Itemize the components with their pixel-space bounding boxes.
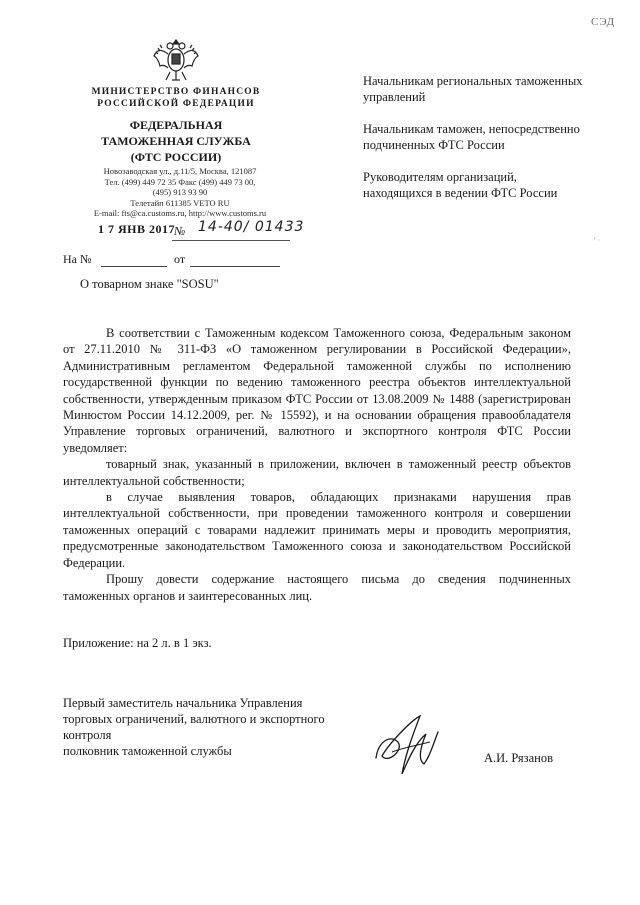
number-underline [172, 240, 290, 241]
ministry-name [60, 86, 292, 110]
addressee-item: Руководителям организаций, находящихся в ведении ФТС России [363, 170, 558, 200]
service-name [60, 117, 292, 165]
attachment-note: Приложение: на 2 л. в 1 экз. [63, 636, 212, 650]
service-line-3: (ФТС РОССИИ) [130, 150, 222, 164]
signatory-title-line: контроля [63, 728, 112, 742]
body-paragraph: в случае выявления товаров, обладающих признаками нарушения прав интеллектуальной собственности, при проведении таможенного контроля и совершении таможенных операций с товарами надлежит принимать меры и проводить мероприятия, предусмотренные законодательством Таможенного союза и законодательством Российской Федерации. [63, 490, 571, 570]
handwritten-signature [368, 712, 446, 782]
phone-line-2: (495) 913 93 90 [152, 187, 208, 198]
address-line: Новозаводская ул., д.11/5, Москва, 121087 [103, 166, 257, 176]
signatory-title-line: торговых ограничений, валютного и экспортного [63, 712, 325, 726]
reply-number-blank [101, 266, 167, 267]
teletype-line: Телетайп 611385 VETO RU [130, 197, 230, 208]
phone-line: Тел. (499) 449 72 35 Факс (499) 449 73 00, [104, 176, 256, 187]
document-system-mark: СЭД [591, 16, 616, 28]
reply-date-label: от [174, 252, 186, 266]
margin-marks: ' · [594, 236, 601, 245]
letter-subject: О товарном знаке "SOSU" [80, 277, 219, 291]
signatory-title [63, 695, 373, 759]
service-line-2: ТАМОЖЕННАЯ СЛУЖБА [101, 134, 251, 148]
signatory-title-line: Первый заместитель начальника Управления [63, 696, 303, 710]
body-paragraph: Прошу довести содержание настоящего письма до сведения подчиненных таможенных органов и заинтересованных лиц. [63, 572, 571, 603]
signatory-name: А.И. Рязанов [484, 751, 553, 765]
signatory-title-line: полковник таможенной службы [63, 744, 232, 758]
coat-of-arms-emblem [150, 34, 202, 86]
contact-block [60, 166, 300, 219]
body-paragraph: В соответствии с Таможенным кодексом Таможенного союза, Федеральным законом от 27.11.2010 № 311-ФЗ «О таможенном регулировании в Российской Федерации», Административным регламентом Федеральной таможенной службы по исполнению государственной функции по ведению таможенного реестра объектов интеллектуальной собственности, утвержденным приказом ФТС России от 13.08.2009 № 1488 (зарегистрирован Минюстом России 14.12.2009, рег. № 15592), и на основании обращения правообладателя Управление торговых ограничений, валютного и экспортного контроля ФТС России уведомляет: [63, 326, 571, 455]
service-line-1: ФЕДЕРАЛЬНАЯ [129, 118, 223, 132]
reply-date-blank [190, 266, 280, 267]
date-stamp: 1 7 ЯНВ 2017 [98, 222, 176, 236]
ministry-line-1: МИНИСТЕРСТВО ФИНАНСОВ [91, 87, 261, 97]
addressee-item: Начальникам таможен, непосредственно подчиненных ФТС России [363, 122, 580, 152]
ministry-line-2: РОССИЙСКОЙ ФЕДЕРАЦИИ [97, 99, 255, 109]
registration-number: 14-40/ 01433 [198, 219, 305, 235]
addressee-list [363, 73, 583, 217]
body-paragraph: товарный знак, указанный в приложении, включен в таможенный реестр объектов интеллектуальной собственности; [63, 457, 571, 488]
email-line: E-mail: fts@ca.customs.ru, http://www.customs.ru [93, 208, 267, 219]
reply-to-label: На № [63, 252, 92, 266]
addressee-item: Начальникам региональных таможенных управлений [363, 74, 583, 104]
number-prefix: № [174, 224, 186, 238]
letter-body [63, 325, 571, 604]
